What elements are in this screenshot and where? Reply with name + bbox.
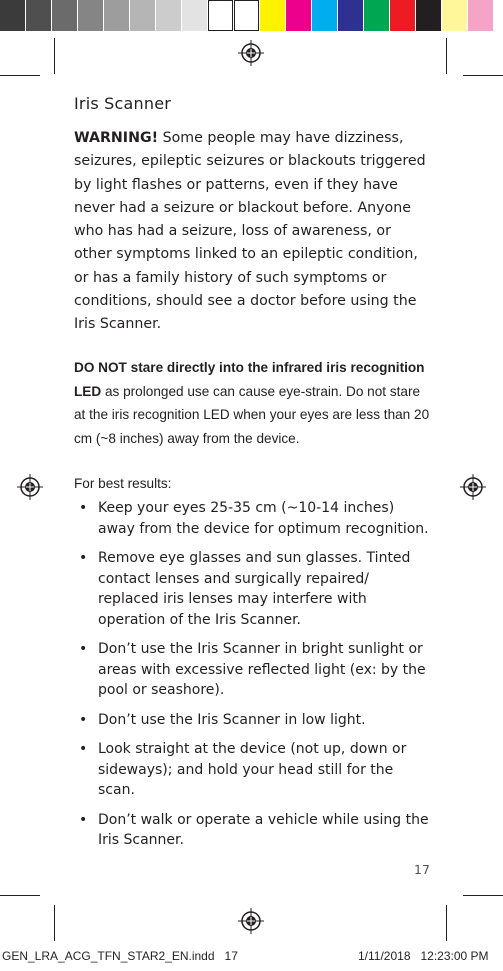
color-swatch: [338, 0, 364, 31]
color-swatch: [78, 0, 104, 31]
color-swatch: [182, 0, 208, 31]
page-number: 17: [414, 862, 430, 877]
crop-mark-bottom-left-h: [0, 895, 40, 896]
list-item: [74, 639, 430, 701]
crop-mark-bottom-right-h: [463, 895, 503, 896]
section-title: Iris Scanner: [74, 94, 172, 113]
color-swatch: [234, 0, 260, 31]
list-item: [74, 548, 430, 630]
list-item: [74, 710, 430, 731]
crop-mark-top-right-v: [446, 38, 447, 74]
crop-mark-bottom-right-v: [446, 905, 447, 941]
color-swatch: [104, 0, 130, 31]
best-results-heading: For best results:: [74, 476, 172, 491]
list-item: [74, 498, 430, 539]
bullet-icon: •: [79, 811, 88, 828]
list-item: [74, 810, 430, 851]
registration-mark-bottom-icon: [238, 908, 264, 934]
bullet-icon: •: [79, 641, 88, 657]
color-swatch: [208, 0, 234, 31]
color-swatch: [0, 0, 26, 31]
led-caution-bold: DO NOT stare directly into the infrared iris recognition LED: [74, 360, 425, 399]
registration-mark-top-icon: [238, 40, 264, 66]
footer-datetime: 1/11/2018 12:23:00 PM: [358, 949, 489, 963]
color-swatch: [390, 0, 416, 31]
crop-mark-top-left-h: [0, 75, 40, 76]
crop-mark-top-left-v: [54, 38, 55, 74]
warning-text: Some people may have dizziness, seizures, epileptic seizures or blackouts triggered by light flashes or patterns, even if they have never had a seizure or blackout before. Anyone who has had a seizure, loss of awareness, or other symptoms linked to an epileptic condition, or has a family history of such symptoms or conditions, should see a doctor before using the Iris Scanner.: [74, 130, 426, 333]
bullet-icon: •: [79, 741, 88, 757]
color-swatch: [364, 0, 390, 31]
color-swatch: [286, 0, 312, 31]
footer-file-slug: GEN_LRA_ACG_TFN_STAR2_EN.indd 17: [2, 949, 238, 963]
warning-label: WARNING!: [74, 130, 159, 146]
color-calibration-bar: [0, 0, 494, 31]
warning-paragraph: [74, 127, 426, 337]
list-item: [74, 739, 430, 801]
color-swatch: [416, 0, 442, 31]
list-item-text: Don’t walk or operate a vehicle while using the Iris Scanner.: [98, 811, 429, 848]
registration-mark-left-icon: [17, 474, 43, 500]
color-swatch: [312, 0, 338, 31]
crop-mark-bottom-left-v: [54, 905, 55, 941]
color-swatch: [260, 0, 286, 31]
list-item-text: Keep your eyes 25-35 cm (~10-14 inches) away from the device for optimum recognition.: [98, 500, 429, 537]
bullet-icon: •: [79, 711, 88, 728]
color-swatch: [156, 0, 182, 31]
list-item-text: Remove eye glasses and sun glasses. Tinted contact lenses and surgically repaired/ replaced iris lenses may interfere with operation of the Iris Scanner.: [98, 550, 411, 628]
color-swatch: [468, 0, 494, 31]
bullet-icon: •: [79, 500, 88, 516]
list-item-text: Don’t use the Iris Scanner in low light.: [98, 711, 366, 728]
registration-mark-right-icon: [460, 474, 486, 500]
color-swatch: [442, 0, 468, 31]
list-item-text: Don’t use the Iris Scanner in bright sunlight or areas with excessive reflected light (ex: by the pool or seashore).: [98, 641, 426, 698]
color-swatch: [52, 0, 78, 31]
crop-mark-top-right-h: [463, 75, 503, 76]
led-caution-text: as prolonged use can cause eye-strain. Do not stare at the iris recognition LED when your eyes are less than 20 cm (~8 inches) away from the device.: [74, 383, 430, 446]
color-swatch: [26, 0, 52, 31]
color-swatch: [130, 0, 156, 31]
list-item-text: Look straight at the device (not up, down or sideways); and hold your head still for the scan.: [98, 741, 407, 798]
led-caution-paragraph: [74, 356, 434, 450]
best-results-list: [74, 498, 430, 860]
bullet-icon: •: [79, 550, 88, 566]
